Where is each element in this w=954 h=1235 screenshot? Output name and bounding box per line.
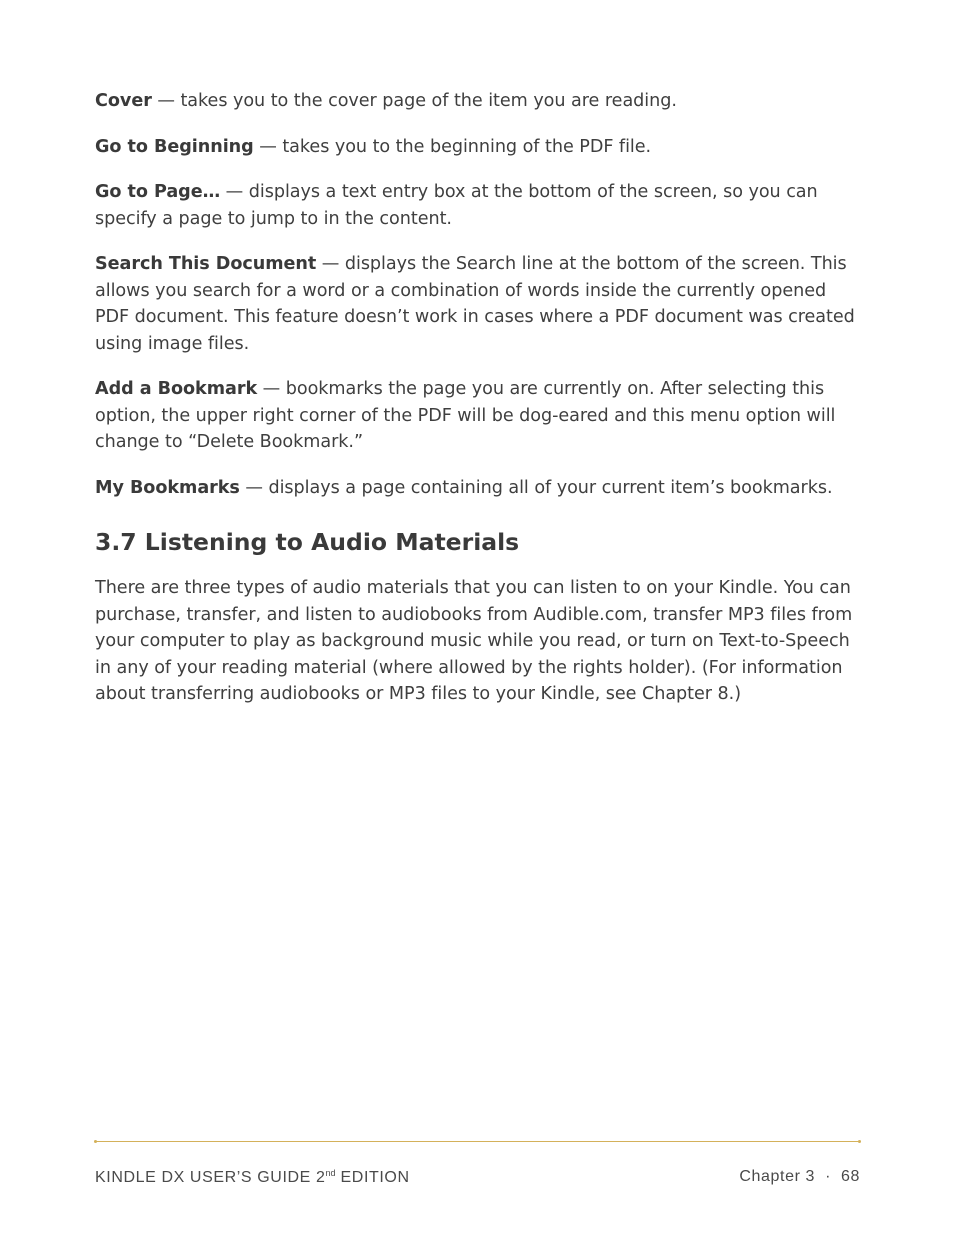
option-description: — displays a page containing all of your current item’s bookmarks. — [239, 477, 833, 498]
page-content — [95, 88, 865, 727]
page-footer — [95, 1168, 860, 1187]
guide-title — [95, 1168, 410, 1187]
option-term: Go to Page… — [95, 182, 221, 202]
chapter-label: Chapter 3 — [739, 1168, 816, 1185]
page-number: 68 — [841, 1168, 860, 1185]
option-term: Cover — [95, 91, 152, 111]
menu-option-cover — [95, 88, 865, 115]
chapter-page-info — [739, 1168, 860, 1187]
menu-option-go-to-beginning — [95, 134, 865, 161]
option-term: Search This Document — [95, 254, 317, 274]
guide-title-superscript: nd — [325, 1168, 336, 1178]
option-description: — bookmarks the page you are currently on. After selecting this option, the upper right corner of the PDF will be dog-eared and this menu option will change to “Delete Bookmark.” — [95, 379, 836, 452]
footer-divider — [95, 1141, 860, 1142]
option-term: Add a Bookmark — [95, 379, 258, 399]
menu-option-go-to-page — [95, 179, 865, 232]
footer-separator: · — [825, 1168, 831, 1185]
option-term: My Bookmarks — [95, 477, 240, 498]
guide-title-suffix: EDITION — [335, 1169, 410, 1186]
option-term: Go to Beginning — [95, 136, 254, 157]
section-heading: 3.7 Listening to Audio Materials — [95, 528, 520, 556]
option-description: — takes you to the cover page of the item you are reading. — [151, 91, 677, 111]
section-body: There are three types of audio materials that you can listen to on your Kindle. You can purchase, transfer, and listen to audiobooks from Audible.com, transfer MP3 files from your computer to play as background music while you read, or turn on Text-to-Speech in any of your reading material (where allowed by the rights holder). (For information about transferring audiobooks or MP3 files to your Kindle, see Chapter 8.) — [95, 578, 853, 704]
menu-option-search-document — [95, 251, 865, 357]
option-description: — displays the Search line at the bottom of the screen. This allows you search for a word or a combination of words inside the currently opened PDF document. This feature doesn’t work in cases where a PDF document was created using image files. — [95, 254, 855, 354]
menu-option-my-bookmarks — [95, 475, 865, 502]
guide-title-prefix: KINDLE DX USER’S GUIDE 2 — [95, 1169, 326, 1186]
option-description: — displays a text entry box at the bottom of the screen, so you can specify a page to jump to in the content. — [95, 182, 818, 229]
menu-option-add-bookmark — [95, 376, 865, 456]
option-description: — takes you to the beginning of the PDF file. — [253, 136, 652, 157]
